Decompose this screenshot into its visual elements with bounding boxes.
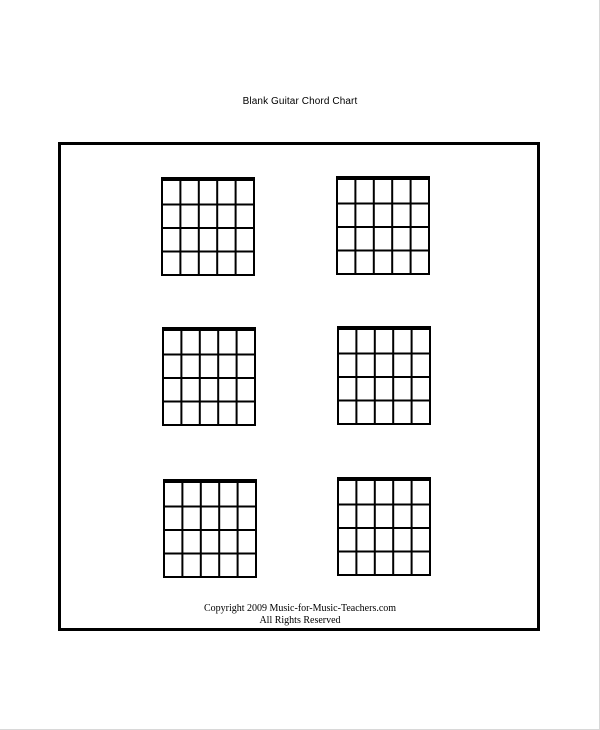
chord-diagram-3 xyxy=(162,327,256,426)
copyright-text: Copyright 2009 Music-for-Music-Teachers.com xyxy=(203,603,397,614)
chart-border-frame xyxy=(58,142,540,631)
chord-diagram-4 xyxy=(337,326,431,425)
nut-bar xyxy=(163,479,257,483)
nut-bar xyxy=(337,477,431,481)
nut-bar xyxy=(162,327,256,331)
nut-bar xyxy=(336,176,430,180)
chord-diagram-1 xyxy=(161,177,255,276)
nut-bar xyxy=(161,177,255,181)
page-title: Blank Guitar Chord Chart xyxy=(242,96,358,107)
chord-diagram-5 xyxy=(163,479,257,578)
rights-text: All Rights Reserved xyxy=(259,615,341,626)
nut-bar xyxy=(337,326,431,330)
chord-diagram-6 xyxy=(337,477,431,576)
chord-diagram-2 xyxy=(336,176,430,275)
